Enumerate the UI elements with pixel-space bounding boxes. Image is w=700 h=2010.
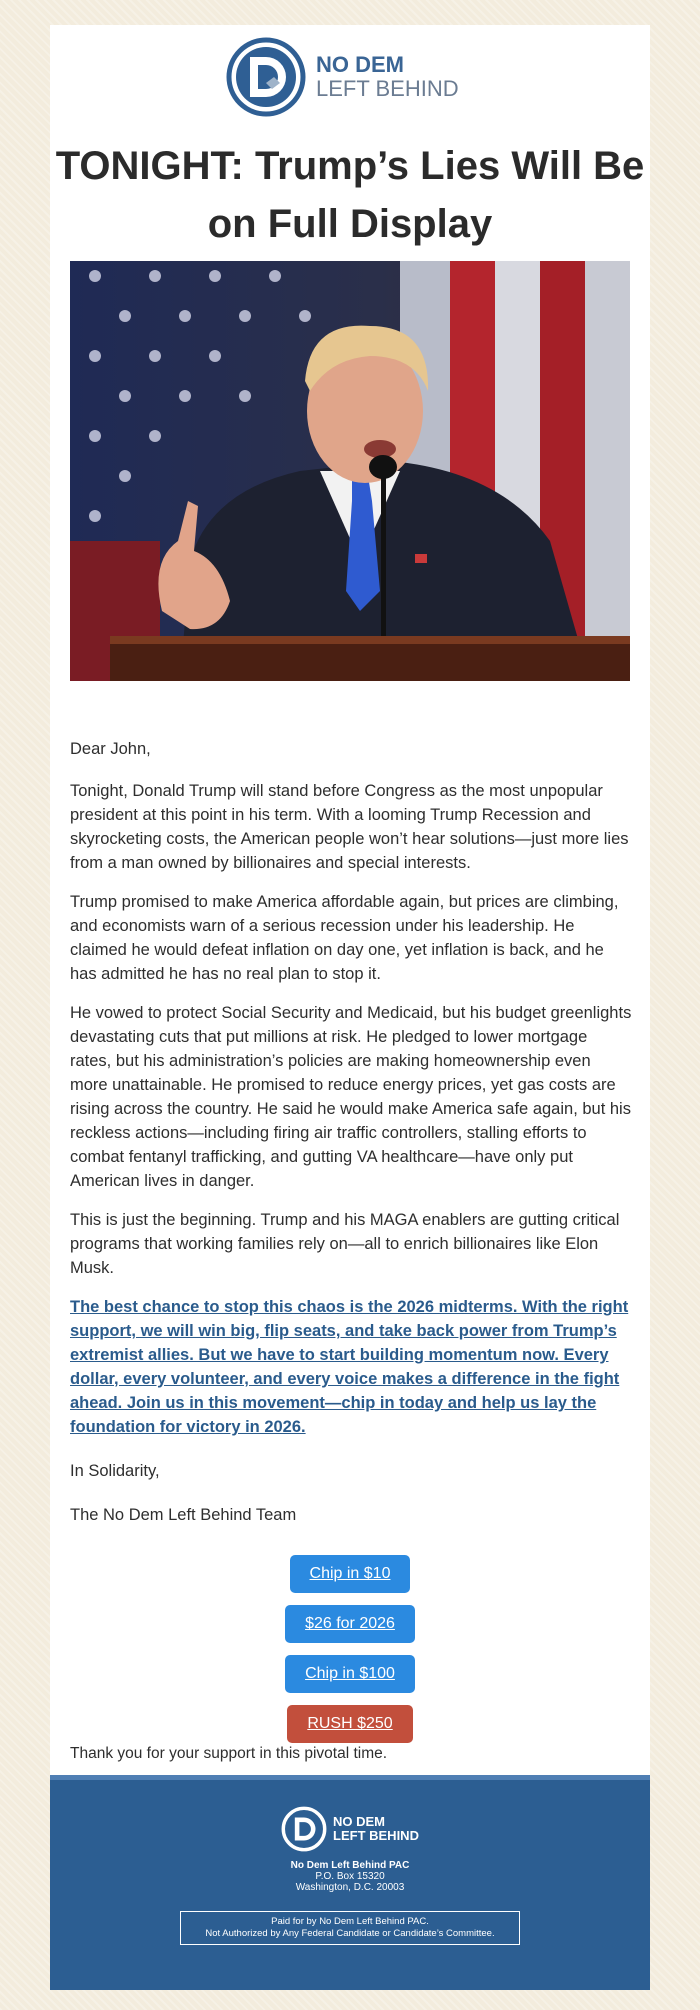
closing: In Solidarity, bbox=[70, 1462, 160, 1480]
footer-brand-name bbox=[333, 1815, 419, 1843]
paragraph: Trump promised to make America affordable again, but prices are climbing, and economists warn of a serious recession under his leadership. He claimed he would defeat inflation on day one, yet inflation is back, and he has admitted he has no real plan to stop it. bbox=[70, 893, 619, 983]
paragraph: This is just the beginning. Trump and his MAGA enablers are gutting critical programs that working families rely on—all to enrich billionaires like Elon Musk. bbox=[70, 1211, 620, 1277]
chip-in-10-button[interactable]: Chip in $10 bbox=[290, 1555, 410, 1593]
footer-logo[interactable] bbox=[50, 1804, 650, 1854]
letter-body bbox=[70, 737, 632, 1542]
brand-name bbox=[316, 53, 459, 101]
brand-logo[interactable] bbox=[226, 35, 486, 119]
brand-line-1: NO DEM bbox=[316, 52, 404, 77]
signature: The No Dem Left Behind Team bbox=[70, 1506, 297, 1524]
chip-in-100-button[interactable]: Chip in $100 bbox=[285, 1655, 415, 1693]
thank-you-text: Thank you for your support in this pivotal time. bbox=[70, 1745, 388, 1762]
disclaimer-line-1: Paid for by No Dem Left Behind PAC. bbox=[271, 1916, 429, 1927]
headline: TONIGHT: Trump’s Lies Will Be on Full Display bbox=[55, 144, 645, 246]
email-card bbox=[50, 25, 650, 1775]
disclaimer-box bbox=[180, 1911, 520, 1945]
address-line-2: Washington, D.C. 20003 bbox=[295, 1882, 405, 1893]
footer-address bbox=[50, 1860, 650, 1893]
speaker-at-podium-photo-icon bbox=[70, 261, 630, 681]
disclaimer-line-2: Not Authorized by Any Federal Candidate or Candidate’s Committee. bbox=[205, 1928, 495, 1939]
brand-d-icon bbox=[226, 37, 306, 117]
donate-cta-link[interactable]: The best chance to stop this chaos is the 2026 midterms. With the right support, we will win big, flip seats, and take back power from Trump’s extremist allies. But we have to start building momentum now. Every dollar, every volunteer, and every voice makes a difference in the fight ahead. Join us in this movement—chip in today and help us lay the foundation for victory in 2026. bbox=[70, 1298, 629, 1436]
footer-brand-line-1: NO DEM bbox=[333, 1814, 386, 1829]
rush-250-button[interactable]: RUSH $250 bbox=[287, 1705, 413, 1743]
footer-brand-line-2: LEFT BEHIND bbox=[333, 1828, 419, 1843]
address-line-1: P.O. Box 15320 bbox=[315, 1871, 385, 1882]
paragraph: He vowed to protect Social Security and Medicaid, but his budget greenlights devastating cuts that put millions at risk. He pledged to lower mortgage rates, but his administration’s policies are making homeownership even more unattainable. He promised to reduce energy prices, yet gas costs are rising across the country. He said he would make America safe again, but his reckless actions—including firing air traffic controllers, stalling efforts to combat fentanyl trafficking, and gutting VA healthcare—have only put American lives in danger. bbox=[70, 1004, 632, 1190]
footer bbox=[50, 1775, 650, 1990]
give-26-button[interactable]: $26 for 2026 bbox=[285, 1605, 415, 1643]
donation-buttons bbox=[50, 1555, 650, 1755]
brand-line-2: LEFT BEHIND bbox=[316, 76, 459, 101]
hero-image bbox=[70, 261, 630, 681]
footer-brand-d-icon bbox=[281, 1806, 327, 1852]
greeting: Dear John, bbox=[70, 740, 151, 758]
paragraph: Tonight, Donald Trump will stand before Congress as the most unpopular president at this point in his term. With a looming Trump Recession and skyrocketing costs, the American people won’t hear solutions—just more lies from a man owned by billionaires and special interests. bbox=[70, 782, 629, 872]
org-name: No Dem Left Behind PAC bbox=[290, 1860, 410, 1871]
